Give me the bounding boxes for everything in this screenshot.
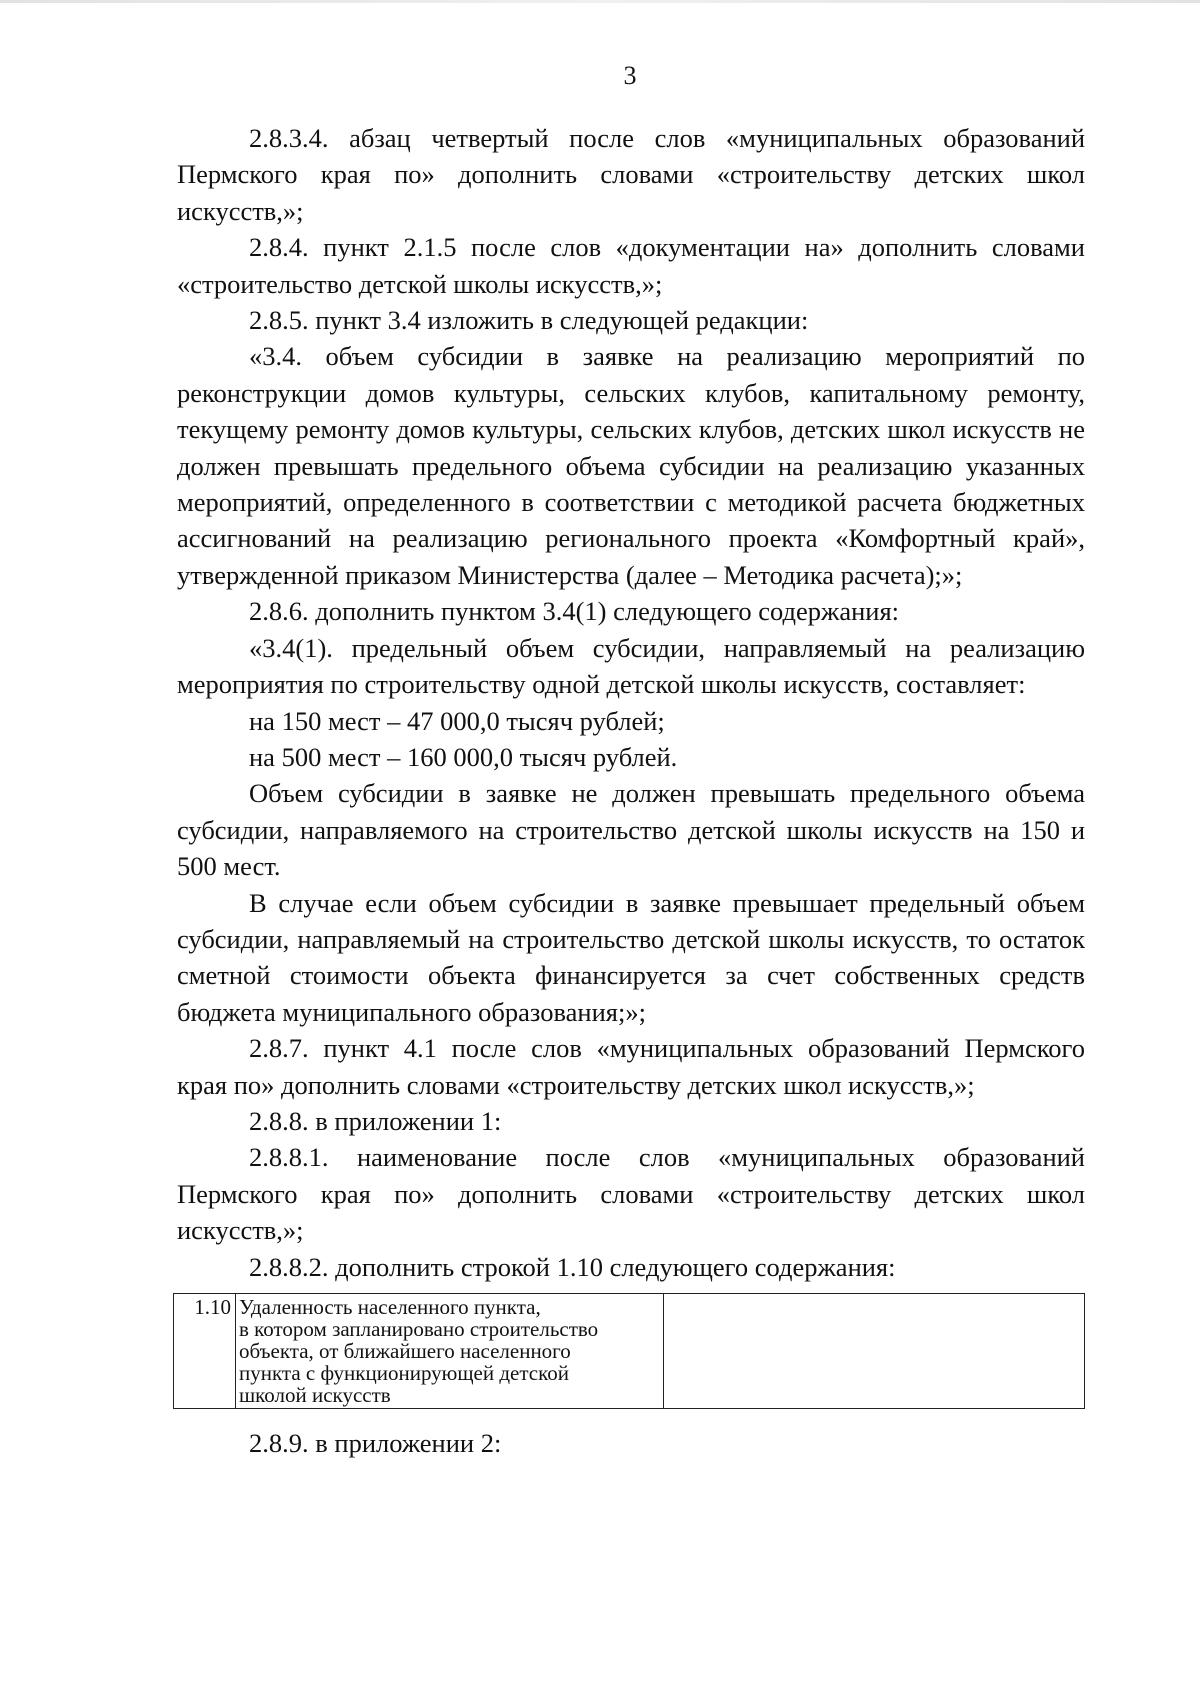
- paragraph-2-8-5: 2.8.5. пункт 3.4 изложить в следующей редакции:: [249, 305, 809, 336]
- paragraph-2-8-8: 2.8.8. в приложении 1:: [249, 1105, 502, 1136]
- scan-edge: [0, 0, 1200, 3]
- paragraph-3-4-text: «3.4. объем субсидии в заявке на реализацию мероприятий по реконструкции домов культуры, сельских клубов, капитальному ремонту, текущему ремонту домов культуры, сельских клубов, детских школ искусств не должен превышать предельного объема субсидии на реализацию указанных мероприятий, определенного в соответствии с методикой расчета бюджетных ассигнований на реализацию регионального проекта «Комфортный край», утвержденной приказом Министерства (далее – Методика расчета);»;: [177, 341, 1085, 590]
- paragraph-2-8-6: 2.8.6. дополнить пунктом 3.4(1) следующего содержания:: [249, 596, 900, 627]
- document-body: [177, 120, 1085, 1461]
- criterion-line: в котором запланировано строительство: [239, 1317, 599, 1341]
- table-cell-criterion: [236, 1294, 664, 1409]
- paragraph-3-4-1-text: «3.4(1). предельный объем субсидии, направляемый на реализацию мероприятия по строительству одной детской школы искусств, составляет:: [177, 632, 1085, 700]
- criterion-line: пункта с функционирующей детской: [239, 1361, 569, 1385]
- row-1-10-table: [173, 1293, 1085, 1409]
- criterion-line: Удаленность населенного пункта,: [239, 1295, 541, 1319]
- paragraph-150-places: на 150 мест – 47 000,0 тысяч рублей;: [249, 705, 665, 736]
- table-cell-value: [664, 1294, 1085, 1409]
- criterion-line: школой искусств: [239, 1383, 391, 1407]
- paragraph-500-places: на 500 мест – 160 000,0 тысяч рублей.: [249, 741, 678, 772]
- table-cell-number: 1.10: [174, 1294, 236, 1409]
- paragraph-2-8-9: 2.8.9. в приложении 2:: [249, 1428, 502, 1458]
- paragraph-2-8-8-1: 2.8.8.1. наименование после слов «муниципальных образований Пермского края по» дополнить словами «строительству детских школ искусств,»;: [177, 1142, 1085, 1246]
- paragraph-2-8-4: 2.8.4. пункт 2.1.5 после слов «документации на» дополнить словами «строительство детской школы искусств,»;: [177, 232, 1085, 299]
- paragraph-subsidy-excess: В случае если объем субсидии в заявке превышает предельный объем субсидии, направляемый на строительство детской школы искусств, то остаток сметной стоимости объекта финансируется за счет собственных средств бюджета муниципального образования;»;: [177, 887, 1085, 1027]
- table-row: [174, 1294, 1085, 1409]
- paragraph-subsidy-limit: Объем субсидии в заявке не должен превышать предельного объема субсидии, направляемого на строительство детской школы искусств на 150 и 500 мест.: [177, 778, 1085, 882]
- paragraph-2-8-7: 2.8.7. пункт 4.1 после слов «муниципальных образований Пермского края по» дополнить словами «строительству детских школ искусств,»;: [177, 1033, 1085, 1100]
- paragraph-2-8-8-2: 2.8.8.2. дополнить строкой 1.10 следующего содержания:: [249, 1251, 896, 1282]
- criterion-line: объекта, от ближайшего населенного: [239, 1339, 571, 1363]
- paragraph-2-8-3-4: 2.8.3.4. абзац четвертый после слов «муниципальных образований Пермского края по» дополнить словами «строительству детских школ искусств,»;: [177, 123, 1085, 226]
- page-number: 3: [623, 61, 637, 90]
